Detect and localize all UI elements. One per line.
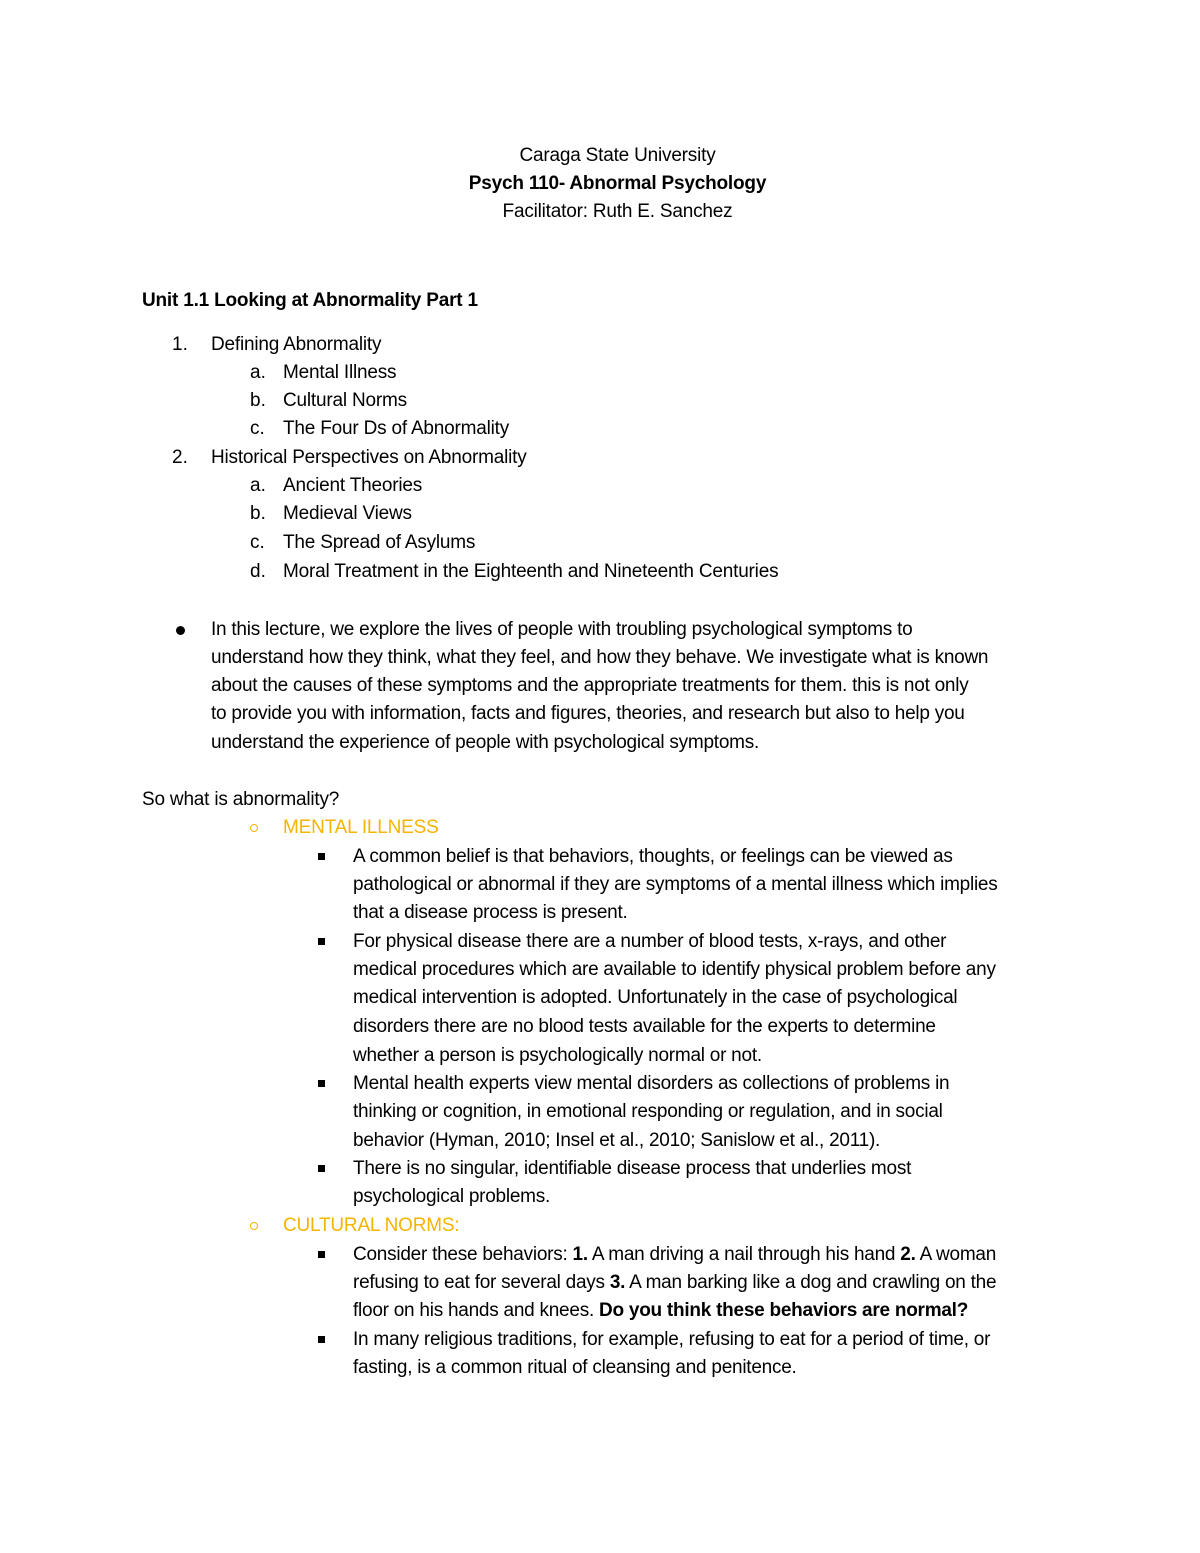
mental-illness-text: behavior (Hyman, 2010; Insel et al., 2010; Sanislow et al., 2011). — [353, 1130, 881, 1151]
facilitator-line: Facilitator: Ruth E. Sanchez — [502, 201, 733, 222]
course-title: Psych 110- Abnormal Psychology — [468, 173, 767, 194]
intro-line: understand how they think, what they feel, and how they behave. We investigate what is known — [211, 647, 989, 668]
outline-number-1: 1. — [172, 334, 188, 355]
mental-illness-text: There is no singular, identifiable disease process that underlies most — [353, 1158, 912, 1179]
outline-subitem: Medieval Views — [283, 503, 412, 524]
outline-number-2: 2. — [172, 447, 188, 468]
outline-letter: b. — [250, 390, 266, 411]
outline-letter: c. — [250, 532, 265, 553]
square-bullet-icon — [318, 1336, 325, 1343]
cultural-norms-text: In many religious traditions, for example, refusing to eat for a period of time, or — [353, 1329, 991, 1350]
intro-line: In this lecture, we explore the lives of people with troubling psychological symptoms to — [211, 619, 913, 640]
mental-illness-text: thinking or cognition, in emotional responding or regulation, and in social — [353, 1101, 943, 1122]
outline-item-1: Defining Abnormality — [211, 334, 382, 355]
outline-letter: a. — [250, 475, 266, 496]
square-bullet-icon — [318, 1251, 325, 1258]
bullet-dot-icon — [176, 626, 185, 635]
mental-illness-text: For physical disease there are a number of blood tests, x-rays, and other — [353, 931, 947, 952]
outline-letter: b. — [250, 503, 266, 524]
circle-bullet-icon — [250, 1222, 258, 1230]
cultural-norms-text: refusing to eat for several days 3. A man barking like a dog and crawling on the — [353, 1272, 997, 1293]
square-bullet-icon — [318, 853, 325, 860]
mental-illness-text: pathological or abnormal if they are symptoms of a mental illness which implies — [353, 874, 998, 895]
mental-illness-text: A common belief is that behaviors, thoughts, or feelings can be viewed as — [353, 846, 953, 867]
square-bullet-icon — [318, 1165, 325, 1172]
outline-item-2: Historical Perspectives on Abnormality — [211, 447, 527, 468]
unit-title: Unit 1.1 Looking at Abnormality Part 1 — [142, 290, 478, 311]
section-question: So what is abnormality? — [142, 789, 340, 810]
intro-line: about the causes of these symptoms and the appropriate treatments for them. this is not only — [211, 675, 969, 696]
cultural-norms-heading: CULTURAL NORMS: — [283, 1215, 460, 1236]
outline-subitem: Mental Illness — [283, 362, 397, 383]
outline-subitem: Cultural Norms — [283, 390, 407, 411]
outline-letter: d. — [250, 561, 266, 582]
cultural-norms-text: floor on his hands and knees. Do you think these behaviors are normal? — [353, 1300, 969, 1321]
mental-illness-text: medical intervention is adopted. Unfortunately in the case of psychological — [353, 987, 958, 1008]
outline-subitem: The Spread of Asylums — [283, 532, 476, 553]
intro-line: understand the experience of people with psychological symptoms. — [211, 732, 759, 753]
university-name: Caraga State University — [519, 145, 716, 166]
mental-illness-text: psychological problems. — [353, 1186, 551, 1207]
intro-line: to provide you with information, facts and figures, theories, and research but also to help you — [211, 703, 965, 724]
normal-question: Do you think these behaviors are normal? — [599, 1300, 969, 1321]
outline-subitem: Moral Treatment in the Eighteenth and Nineteenth Centuries — [283, 561, 779, 582]
mental-illness-text: disorders there are no blood tests available for the experts to determine — [353, 1016, 936, 1037]
circle-bullet-icon — [250, 824, 258, 832]
square-bullet-icon — [318, 938, 325, 945]
mental-illness-text: Mental health experts view mental disorders as collections of problems in — [353, 1073, 950, 1094]
mental-illness-text: that a disease process is present. — [353, 902, 628, 923]
cultural-norms-text: fasting, is a common ritual of cleansing and penitence. — [353, 1357, 797, 1378]
outline-letter: c. — [250, 418, 265, 439]
outline-letter: a. — [250, 362, 266, 383]
outline-subitem: The Four Ds of Abnormality — [283, 418, 510, 439]
mental-illness-heading: MENTAL ILLNESS — [283, 817, 439, 838]
mental-illness-text: whether a person is psychologically normal or not. — [353, 1045, 762, 1066]
outline-subitem: Ancient Theories — [283, 475, 423, 496]
cultural-norms-text: Consider these behaviors: 1. A man driving a nail through his hand 2. A woman — [353, 1244, 997, 1265]
mental-illness-text: medical procedures which are available to identify physical problem before any — [353, 959, 996, 980]
square-bullet-icon — [318, 1080, 325, 1087]
